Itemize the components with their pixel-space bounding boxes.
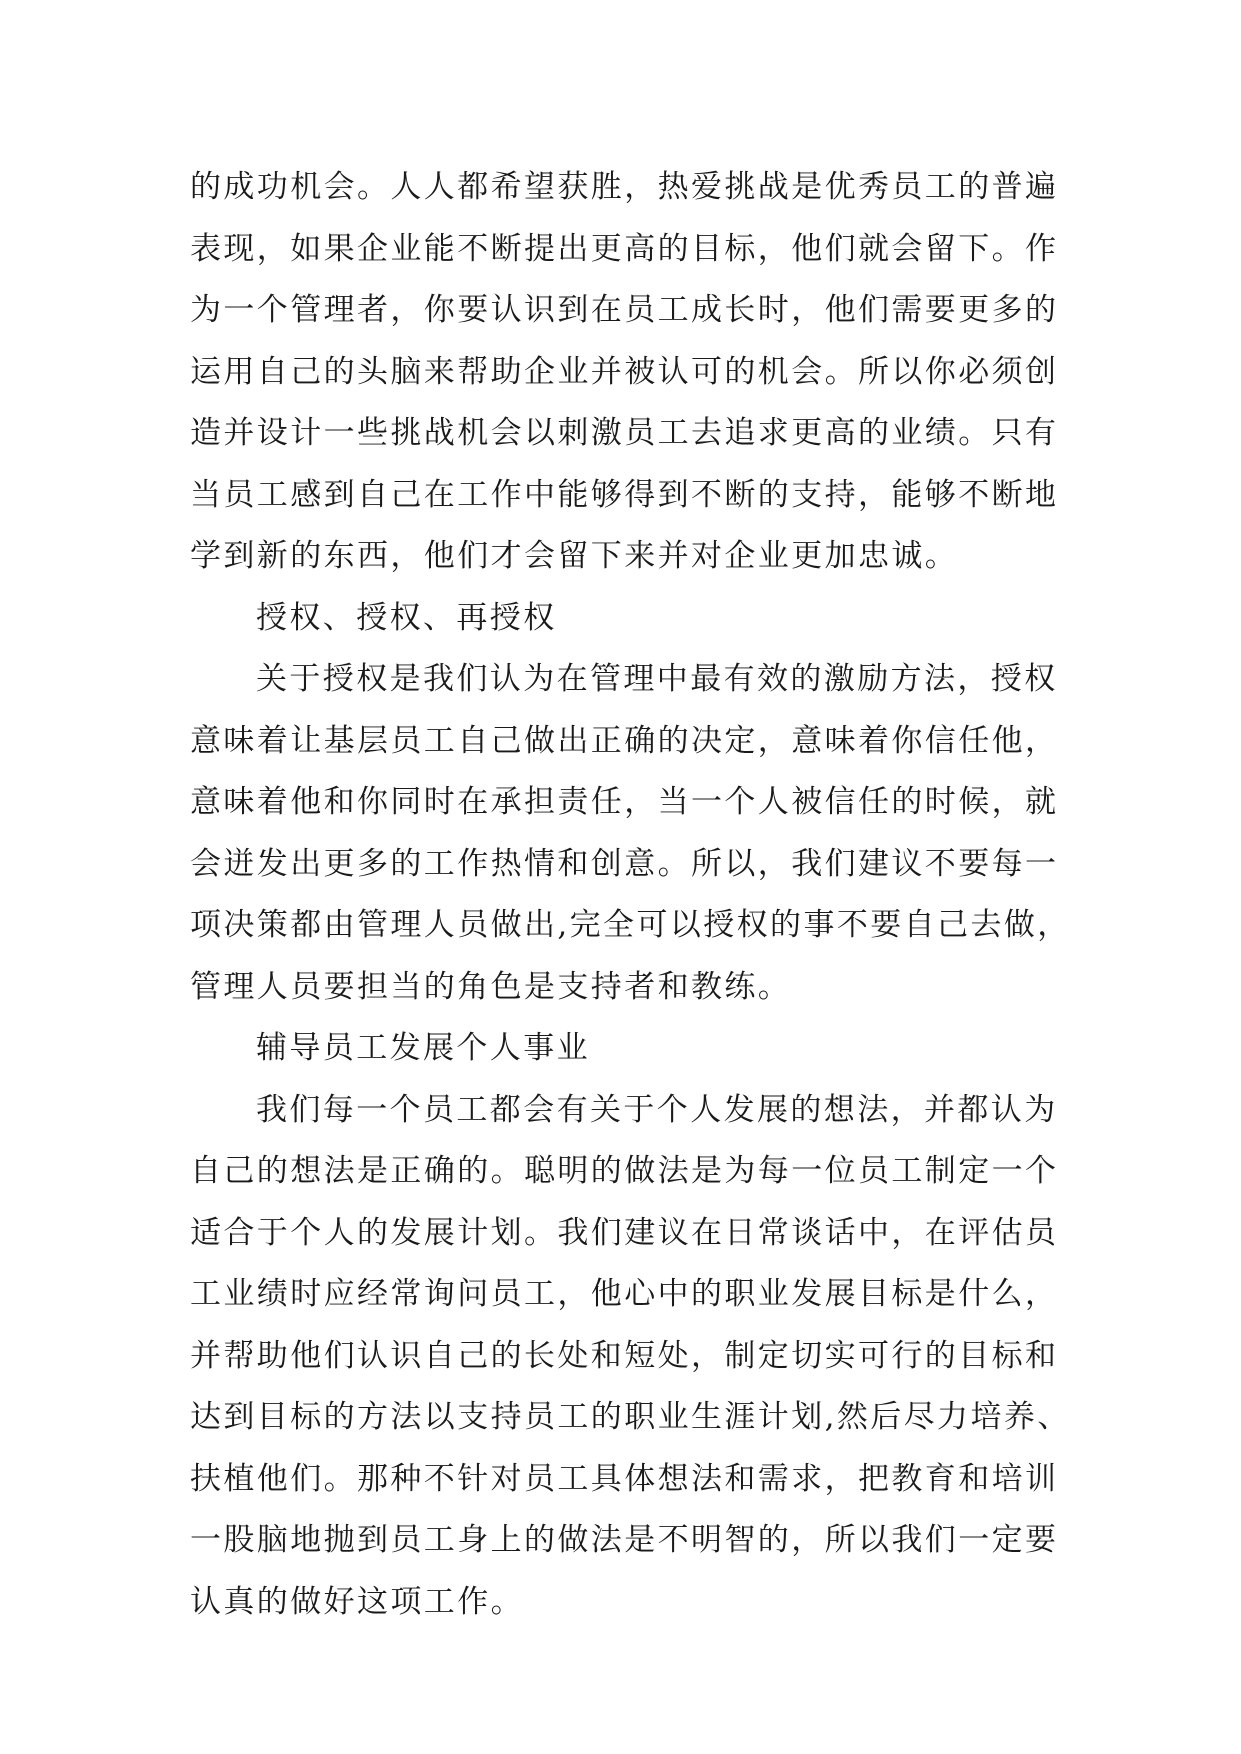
text-line: 的成功机会。人人都希望获胜，热爱挑战是优秀员工的普遍 [190, 169, 1059, 205]
paragraph-2 [190, 649, 1071, 1018]
heading-text: 授权、授权、再授权 [256, 599, 557, 636]
text-line: 项决策都由管理人员做出,完全可以授权的事不要自己去做， [190, 907, 1071, 943]
text-line: 适合于个人的发展计划。我们建议在日常谈话中，在评估员 [190, 1214, 1059, 1251]
text-line: 会迸发出更多的工作热情和创意。所以，我们建议不要每一 [190, 845, 1059, 882]
document-body [190, 157, 1071, 1633]
text-line: 我们每一个员工都会有关于个人发展的想法，并都认为 [256, 1091, 1058, 1128]
text-line: 关于授权是我们认为在管理中最有效的激励方法，授权 [256, 661, 1058, 697]
section-heading-career-coaching [190, 1018, 1060, 1080]
text-line: 学到新的东西，他们才会留下来并对企业更加忠诚。 [190, 538, 959, 574]
paragraph-3 [190, 1080, 1071, 1634]
text-line: 运用自己的头脑来帮助企业并被认可的机会。所以你必须创 [190, 353, 1059, 390]
text-line: 自己的想法是正确的。聪明的做法是为每一位员工制定一个 [190, 1153, 1059, 1189]
text-line: 造并设计一些挑战机会以刺激员工去追求更高的业绩。只有 [190, 415, 1059, 451]
section-heading-authorization [190, 588, 1060, 650]
text-line: 意味着他和你同时在承担责任，当一个人被信任的时候，就 [190, 784, 1059, 820]
text-line: 意味着让基层员工自己做出正确的决定，意味着你信任他， [190, 722, 1059, 759]
paragraph-1 [190, 157, 1060, 588]
heading-text: 辅导员工发展个人事业 [256, 1030, 590, 1066]
text-line: 并帮助他们认识自己的长处和短处，制定切实可行的目标和 [190, 1337, 1059, 1374]
text-line: 为一个管理者，你要认识到在员工成长时，他们需要更多的 [190, 292, 1059, 328]
text-line: 工业绩时应经常询问员工，他心中的职业发展目标是什么， [190, 1276, 1059, 1312]
text-line: 认真的做好这项工作。 [190, 1583, 524, 1620]
text-line: 表现，如果企业能不断提出更高的目标，他们就会留下。作 [190, 230, 1059, 267]
text-line: 一股脑地抛到员工身上的做法是不明智的，所以我们一定要 [190, 1522, 1059, 1558]
text-line: 扶植他们。那种不针对员工具体想法和需求，把教育和培训 [190, 1460, 1059, 1497]
text-line: 当员工感到自己在工作中能够得到不断的支持，能够不断地 [190, 476, 1059, 513]
text-line: 管理人员要担当的角色是支持者和教练。 [190, 968, 792, 1005]
text-line: 达到目标的方法以支持员工的职业生涯计划,然后尽力培养、 [190, 1399, 1071, 1435]
